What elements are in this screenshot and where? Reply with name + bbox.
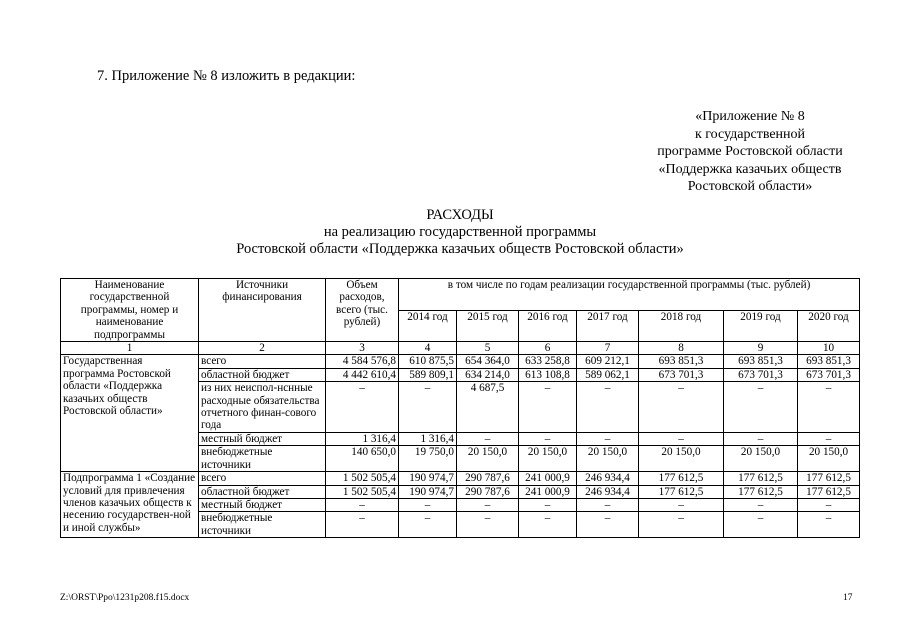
year-value-cell: – xyxy=(399,512,457,538)
heading-subtitle: Ростовской области «Поддержка казачьих обществ Ростовской области» xyxy=(236,241,684,257)
column-number: 4 xyxy=(399,342,457,355)
total-value-cell: – xyxy=(326,498,399,511)
total-value-cell: – xyxy=(326,382,399,433)
year-value-cell: – xyxy=(399,382,457,433)
year-value-cell: – xyxy=(639,498,724,511)
header-source: Источники финансирования xyxy=(199,279,326,342)
header-year: 2016 год xyxy=(519,310,577,342)
year-value-cell: 246 934,4 xyxy=(577,472,639,485)
header-year: 2020 год xyxy=(798,310,860,342)
total-value-cell: 4 442 610,4 xyxy=(326,368,399,381)
year-value-cell: – xyxy=(798,512,860,538)
total-value-cell: – xyxy=(326,512,399,538)
table-row xyxy=(61,472,860,485)
appendix-line: Ростовской области» xyxy=(687,179,813,194)
year-value-cell: 693 851,3 xyxy=(798,355,860,368)
total-value-cell: 1 316,4 xyxy=(326,432,399,445)
year-value-cell: 177 612,5 xyxy=(798,485,860,498)
funding-source-cell: внебюджетные источники xyxy=(199,446,326,472)
expenses-table xyxy=(60,278,860,538)
year-value-cell: 241 000,9 xyxy=(519,485,577,498)
year-value-cell: 633 258,8 xyxy=(519,355,577,368)
year-value-cell: – xyxy=(577,432,639,445)
year-value-cell: 609 212,1 xyxy=(577,355,639,368)
year-value-cell: – xyxy=(577,498,639,511)
total-value-cell: 1 502 505,4 xyxy=(326,472,399,485)
header-year: 2019 год xyxy=(724,310,798,342)
year-value-cell: 20 150,0 xyxy=(639,446,724,472)
funding-source-cell: областной бюджет xyxy=(199,485,326,498)
table-body xyxy=(61,355,860,538)
column-number: 6 xyxy=(519,342,577,355)
year-value-cell: 246 934,4 xyxy=(577,485,639,498)
column-number: 7 xyxy=(577,342,639,355)
intro-line: 7. Приложение № 8 изложить в редакции: xyxy=(97,68,356,84)
table-header-row xyxy=(61,279,860,311)
header-by-years: в том числе по годам реализации государственной программы (тыс. рублей) xyxy=(399,279,860,311)
funding-source-cell: всего xyxy=(199,472,326,485)
funding-source-cell: внебюджетные источники xyxy=(199,512,326,538)
year-value-cell: – xyxy=(457,432,519,445)
year-value-cell: – xyxy=(577,382,639,433)
year-value-cell: – xyxy=(519,382,577,433)
year-value-cell: – xyxy=(798,382,860,433)
table-header xyxy=(61,279,860,355)
year-value-cell: – xyxy=(724,382,798,433)
year-value-cell: 589 809,1 xyxy=(399,368,457,381)
year-value-cell: 177 612,5 xyxy=(724,472,798,485)
year-value-cell: – xyxy=(519,498,577,511)
year-value-cell: – xyxy=(577,512,639,538)
column-number: 9 xyxy=(724,342,798,355)
year-value-cell: 4 687,5 xyxy=(457,382,519,433)
program-name-cell: Подпрограмма 1 «Создание условий для привлечения членов казачьих обществ к несению государствен-ной и иной службы» xyxy=(61,472,199,538)
year-value-cell: 190 974,7 xyxy=(399,485,457,498)
year-value-cell: – xyxy=(519,432,577,445)
funding-source-cell: местный бюджет xyxy=(199,498,326,511)
footer-file-path: Z:\ORST\Ppo\1231p208.f15.docx xyxy=(60,593,190,603)
year-value-cell: – xyxy=(798,432,860,445)
year-value-cell: 673 701,3 xyxy=(639,368,724,381)
header-name: Наименование государственной программы, номер и наименование подпрограммы xyxy=(61,279,199,342)
year-value-cell: 20 150,0 xyxy=(577,446,639,472)
year-value-cell: 177 612,5 xyxy=(639,485,724,498)
funding-source-cell: из них неиспол-нснные расходные обязательства отчетного финан-сового года xyxy=(199,382,326,433)
year-value-cell: – xyxy=(724,512,798,538)
column-number: 3 xyxy=(326,342,399,355)
page-number: 17 xyxy=(843,593,853,603)
year-value-cell: – xyxy=(639,432,724,445)
year-value-cell: 634 214,0 xyxy=(457,368,519,381)
year-value-cell: – xyxy=(457,498,519,511)
year-value-cell: 20 150,0 xyxy=(798,446,860,472)
year-value-cell: 654 364,0 xyxy=(457,355,519,368)
header-year: 2014 год xyxy=(399,310,457,342)
total-value-cell: 1 502 505,4 xyxy=(326,485,399,498)
year-value-cell: 693 851,3 xyxy=(724,355,798,368)
table-row xyxy=(61,355,860,368)
year-value-cell: – xyxy=(519,512,577,538)
year-value-cell: 20 150,0 xyxy=(519,446,577,472)
year-value-cell: 177 612,5 xyxy=(798,472,860,485)
header-total: Объем расходов, всего (тыс. рублей) xyxy=(326,279,399,342)
appendix-line: «Приложение № 8 xyxy=(695,109,805,124)
year-value-cell: 673 701,3 xyxy=(724,368,798,381)
year-value-cell: 290 787,6 xyxy=(457,472,519,485)
year-value-cell: – xyxy=(724,432,798,445)
year-value-cell: 20 150,0 xyxy=(457,446,519,472)
appendix-line: программе Ростовской области xyxy=(657,144,843,159)
year-value-cell: 190 974,7 xyxy=(399,472,457,485)
funding-source-cell: всего xyxy=(199,355,326,368)
heading-subtitle: на реализацию государственной программы xyxy=(323,224,597,240)
year-value-cell: – xyxy=(639,512,724,538)
year-value-cell: 613 108,8 xyxy=(519,368,577,381)
column-number: 1 xyxy=(61,342,199,355)
year-value-cell: 610 875,5 xyxy=(399,355,457,368)
appendix-line: к государственной xyxy=(694,126,806,142)
header-year: 2018 год xyxy=(639,310,724,342)
column-number: 10 xyxy=(798,342,860,355)
year-value-cell: 177 612,5 xyxy=(724,485,798,498)
column-number: 2 xyxy=(199,342,326,355)
total-value-cell: 140 650,0 xyxy=(326,446,399,472)
program-name-cell: Государственная программа Ростовской области «Поддержка казачьих обществ Ростовской области» xyxy=(61,355,199,472)
year-value-cell: 1 316,4 xyxy=(399,432,457,445)
header-year: 2015 год xyxy=(457,310,519,342)
year-value-cell: – xyxy=(399,498,457,511)
year-value-cell: – xyxy=(798,498,860,511)
document-heading xyxy=(180,207,740,258)
year-value-cell: – xyxy=(457,512,519,538)
year-value-cell: 241 000,9 xyxy=(519,472,577,485)
year-value-cell: 589 062,1 xyxy=(577,368,639,381)
appendix-line: «Поддержка казачьих обществ xyxy=(658,161,842,177)
year-value-cell: 19 750,0 xyxy=(399,446,457,472)
column-number-row xyxy=(61,342,860,355)
year-value-cell: – xyxy=(639,382,724,433)
total-value-cell: 4 584 576,8 xyxy=(326,355,399,368)
year-value-cell: 20 150,0 xyxy=(724,446,798,472)
appendix-reference xyxy=(620,108,880,196)
year-value-cell: 177 612,5 xyxy=(639,472,724,485)
heading-title: РАСХОДЫ xyxy=(426,207,494,223)
header-year: 2017 год xyxy=(577,310,639,342)
column-number: 5 xyxy=(457,342,519,355)
year-value-cell: 290 787,6 xyxy=(457,485,519,498)
year-value-cell: – xyxy=(724,498,798,511)
year-value-cell: 693 851,3 xyxy=(639,355,724,368)
funding-source-cell: местный бюджет xyxy=(199,432,326,445)
column-number: 8 xyxy=(639,342,724,355)
year-value-cell: 673 701,3 xyxy=(798,368,860,381)
funding-source-cell: областной бюджет xyxy=(199,368,326,381)
